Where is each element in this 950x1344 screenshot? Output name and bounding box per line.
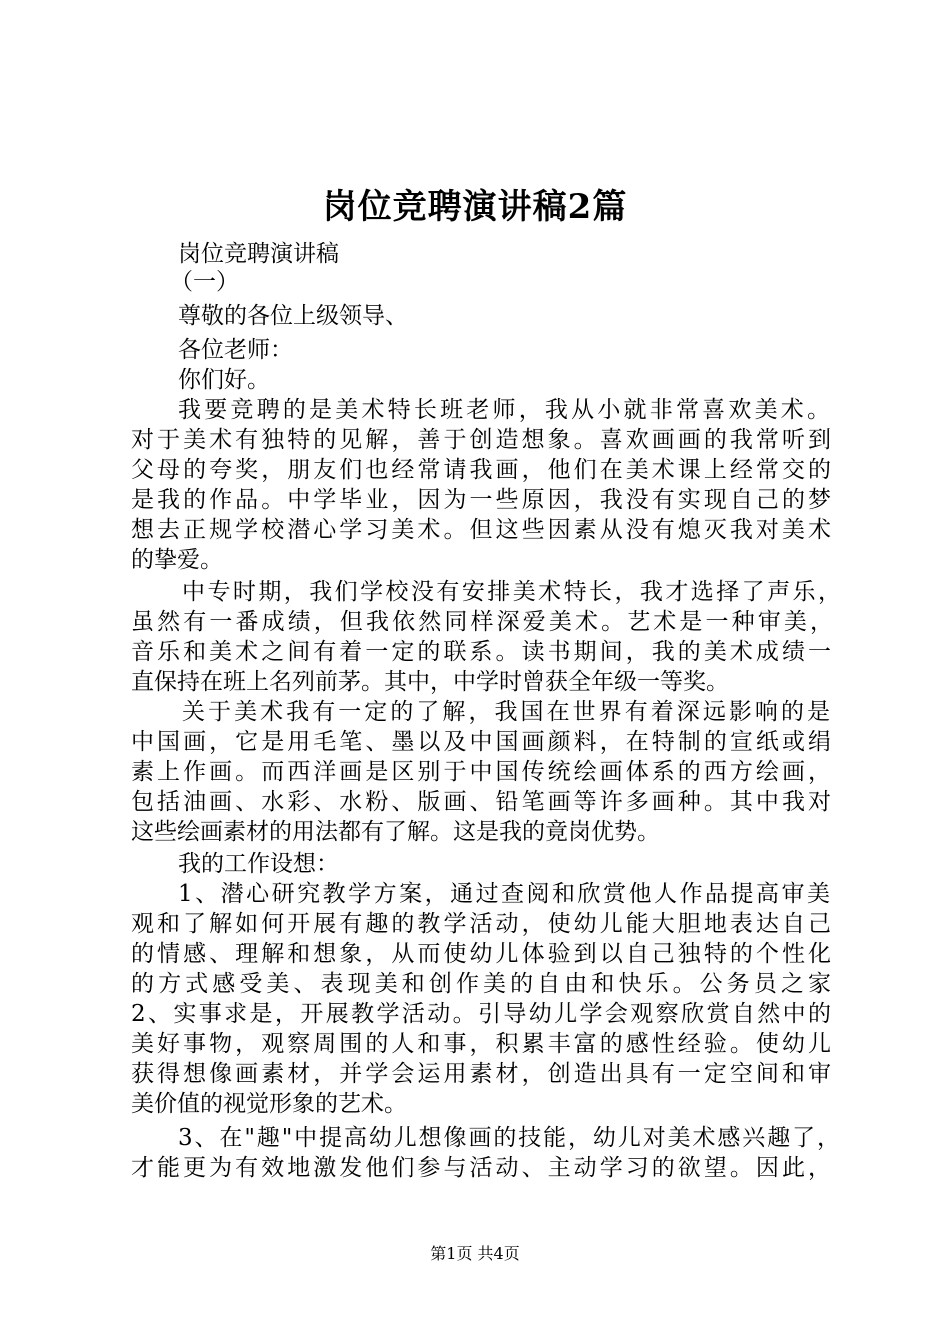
paragraph-line: 素上作画。而西洋画是区别于中国传统绘画体系的西方绘画， xyxy=(131,759,831,785)
paragraph-line: 中专时期，我们学校没有安排美术特长，我才选择了声乐， xyxy=(182,579,841,605)
page-footer: 第1页 共4页 xyxy=(430,1244,520,1263)
paragraph-line: 的方式感受美、表现美和创作美的自由和快乐。公务员之家 xyxy=(131,971,831,997)
paragraph-line: 我要竞聘的是美术特长班老师，我从小就非常喜欢美术。 xyxy=(178,397,830,423)
salutation-line: 各位老师： xyxy=(178,337,293,363)
paragraph-line: 2、实事求是，开展教学活动。引导幼儿学会观察欣赏自然中的 xyxy=(131,1001,831,1027)
paragraph-line: 中国画，它是用毛笔、墨以及中国画颜料，在特制的宣纸或绢 xyxy=(131,729,831,755)
greeting-line: 你们好。 xyxy=(178,367,270,393)
section-number: （一） xyxy=(170,269,239,295)
paragraph-line: 父母的夸奖，朋友们也经常请我画，他们在美术课上经常交的 xyxy=(131,457,831,483)
paragraph-line: 美好事物，观察周围的人和事，积累丰富的感性经验。使幼儿 xyxy=(131,1031,831,1057)
paragraph-line: 3、在"趣"中提高幼儿想像画的技能，幼儿对美术感兴趣了， xyxy=(178,1125,840,1151)
paragraph-line: 的挚爱。 xyxy=(131,547,223,573)
paragraph-line: 直保持在班上名列前茅。其中，中学时曾获全年级一等奖。 xyxy=(131,669,729,695)
paragraph-line: 获得想像画素材，并学会运用素材，创造出具有一定空间和审 xyxy=(131,1061,831,1087)
paragraph-line: 虽然有一番成绩，但我依然同样深爱美术。艺术是一种审美， xyxy=(131,609,833,635)
section-heading: 我的工作设想： xyxy=(178,851,339,877)
paragraph-line: 1、潜心研究教学方案，通过查阅和欣赏他人作品提高审美 xyxy=(178,881,830,907)
paragraph-line: 关于美术我有一定的了解，我国在世界有着深远影响的是 xyxy=(182,699,830,725)
paragraph-line: 想去正规学校潜心学习美术。但这些因素从没有熄灭我对美术 xyxy=(131,517,831,543)
paragraph-line: 包括油画、水彩、水粉、版画、铅笔画等许多画种。其中我对 xyxy=(131,789,831,815)
paragraph-line: 观和了解如何开展有趣的教学活动，使幼儿能大胆地表达自己 xyxy=(131,911,831,937)
paragraph-line: 美价值的视觉形象的艺术。 xyxy=(131,1091,407,1117)
paragraph-line: 才能更为有效地激发他们参与活动、主动学习的欲望。因此， xyxy=(131,1155,831,1181)
salutation-line: 尊敬的各位上级领导、 xyxy=(178,303,408,329)
subtitle: 岗位竞聘演讲稿 xyxy=(178,241,339,267)
paragraph-line: 是我的作品。中学毕业，因为一些原因，我没有实现自己的梦 xyxy=(131,487,831,513)
paragraph-line: 的情感、理解和想象，从而使幼儿体验到以自己独特的个性化 xyxy=(131,941,831,967)
paragraph-line: 这些绘画素材的用法都有了解。这是我的竟岗优势。 xyxy=(131,819,660,845)
paragraph-line: 对于美术有独特的见解，善于创造想象。喜欢画画的我常听到 xyxy=(131,427,831,453)
document-title: 岗位竞聘演讲稿2篇 xyxy=(322,187,628,227)
paragraph-line: 音乐和美术之间有着一定的联系。读书期间，我的美术成绩一 xyxy=(131,639,831,665)
